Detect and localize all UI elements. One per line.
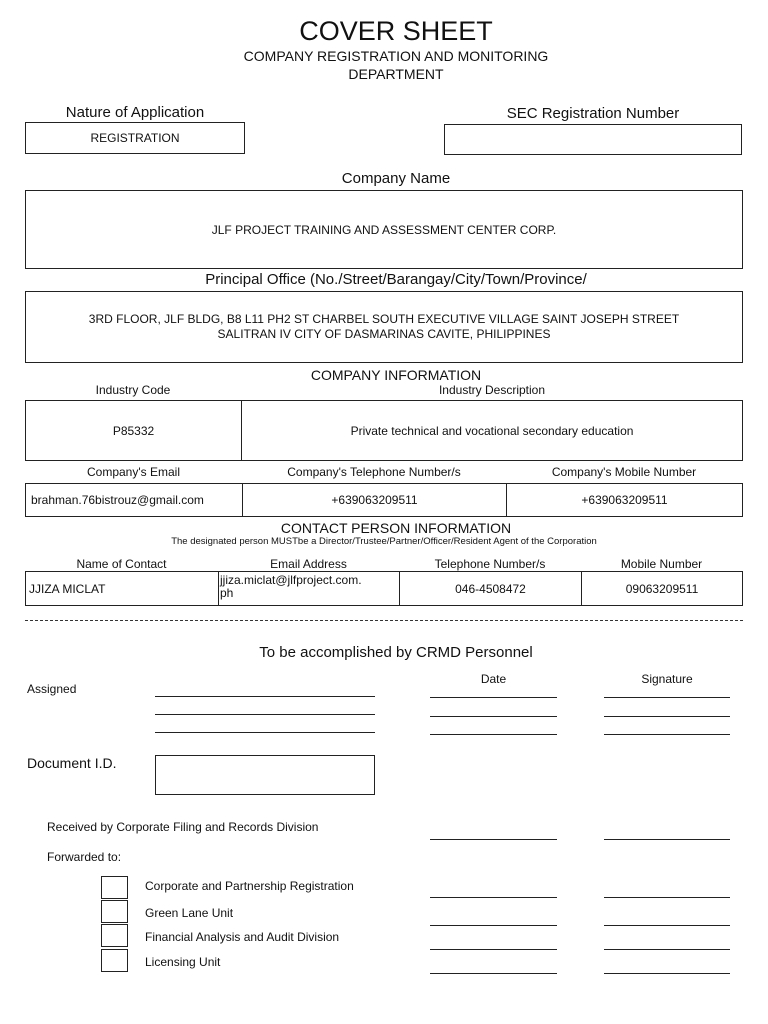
received-by-label: Received by Corporate Filing and Records Division [47,820,319,834]
company-mobile-value: +639063209511 [581,493,668,507]
nature-of-application-value: REGISTRATION [90,131,180,145]
section-divider [25,620,743,621]
assigned-label: Assigned [27,682,77,696]
sec-registration-label: SEC Registration Number [506,105,680,122]
industry-code-value: P85332 [112,423,155,438]
forward-signature-line[interactable] [604,897,730,898]
nature-of-application-field[interactable] [25,122,245,154]
contact-name-value: JJIZA MICLAT [29,581,106,596]
crmd-heading: To be accomplished by CRMD Personnel [259,644,533,661]
industry-description-label: Industry Description [438,383,546,397]
forwarded-to-label: Forwarded to: [47,850,122,864]
forward-date-line[interactable] [430,925,557,926]
contact-telephone-field[interactable] [399,571,582,606]
signature-column-label: Signature [641,672,693,686]
checkbox-corporate-partnership[interactable] [101,876,128,899]
principal-office-field[interactable] [25,291,743,363]
date-column-label: Date [480,672,507,686]
contact-telephone-value: 046-4508472 [455,581,526,596]
company-email-label: Company's Email [87,465,180,479]
company-mobile-field[interactable] [506,483,743,517]
forward-date-line[interactable] [430,949,557,950]
department-line-2: DEPARTMENT [348,66,444,82]
forward-item-label: Green Lane Unit [145,906,234,920]
company-email-value: brahman.76bistrouz@gmail.com [31,493,204,507]
company-information-heading: COMPANY INFORMATION [310,367,482,383]
checkbox-green-lane[interactable] [101,900,128,923]
assigned-date-line-3[interactable] [430,734,557,735]
forward-signature-line[interactable] [604,949,730,950]
company-mobile-label: Company's Mobile Number [551,465,697,479]
company-name-field[interactable] [25,190,743,269]
forward-date-line[interactable] [430,897,557,898]
assigned-signature-line-3[interactable] [604,734,730,735]
principal-office-line-2: SALITRAN IV CITY OF DASMARINAS CAVITE, PHILIPPINES [217,327,551,341]
assigned-line-2[interactable] [155,714,375,715]
assigned-line-1[interactable] [155,696,375,697]
checkbox-licensing[interactable] [101,949,128,972]
forward-item-label: Corporate and Partnership Registration [145,879,354,893]
contact-mobile-label: Mobile Number [620,557,703,571]
nature-of-application-label: Nature of Application [65,104,205,121]
contact-name-field[interactable] [25,571,219,606]
forward-signature-line[interactable] [604,925,730,926]
industry-description-value: Private technical and vocational secondary education [350,423,634,438]
company-telephone-field[interactable] [242,483,507,517]
sec-registration-field[interactable] [444,124,742,155]
industry-description-field[interactable] [241,400,743,461]
contact-email-label: Email Address [270,557,347,571]
assigned-date-line-2[interactable] [430,716,557,717]
company-telephone-value: +639063209511 [331,493,418,507]
contact-mobile-value: 09063209511 [625,581,699,596]
company-email-field[interactable] [25,483,243,517]
contact-email-line-1: jjiza.miclat@jlfproject.com. [220,573,362,587]
received-date-line[interactable] [430,839,557,840]
department-line-1: COMPANY REGISTRATION AND MONITORING [243,48,549,64]
principal-office-label: Principal Office (No./Street/Barangay/City/Town/Province/ [205,271,587,288]
company-telephone-label: Company's Telephone Number/s [287,465,461,479]
checkbox-financial-analysis[interactable] [101,924,128,947]
contact-mobile-field[interactable] [581,571,743,606]
document-id-label: Document I.D. [27,755,117,771]
assigned-line-3[interactable] [155,732,375,733]
page-title: COVER SHEET [299,16,493,46]
forward-date-line[interactable] [430,973,557,974]
assigned-signature-line-2[interactable] [604,716,730,717]
forward-item-label: Financial Analysis and Audit Division [145,930,340,944]
company-name-value: JLF PROJECT TRAINING AND ASSESSMENT CENTER CORP. [211,222,557,237]
company-name-label: Company Name [341,170,451,187]
received-signature-line[interactable] [604,839,730,840]
assigned-signature-line-1[interactable] [604,697,730,698]
industry-code-label: Industry Code [95,383,171,397]
contact-person-note: The designated person MUSTbe a Director/Trustee/Partner/Officer/Resident Agent of the Corporation [171,536,597,547]
contact-email-field[interactable] [218,571,400,606]
assigned-date-line-1[interactable] [430,697,557,698]
contact-email-line-2: ph [220,586,234,600]
document-id-field[interactable] [155,755,375,795]
industry-code-field[interactable] [25,400,242,461]
principal-office-line-1: 3RD FLOOR, JLF BLDG, B8 L11 PH2 ST CHARBEL SOUTH EXECUTIVE VILLAGE SAINT JOSEPH STREET [88,312,680,326]
contact-name-label: Name of Contact [76,557,167,571]
forward-item-label: Licensing Unit [145,955,221,969]
forward-signature-line[interactable] [604,973,730,974]
contact-telephone-label: Telephone Number/s [434,557,546,571]
contact-person-heading: CONTACT PERSON INFORMATION [280,520,512,536]
